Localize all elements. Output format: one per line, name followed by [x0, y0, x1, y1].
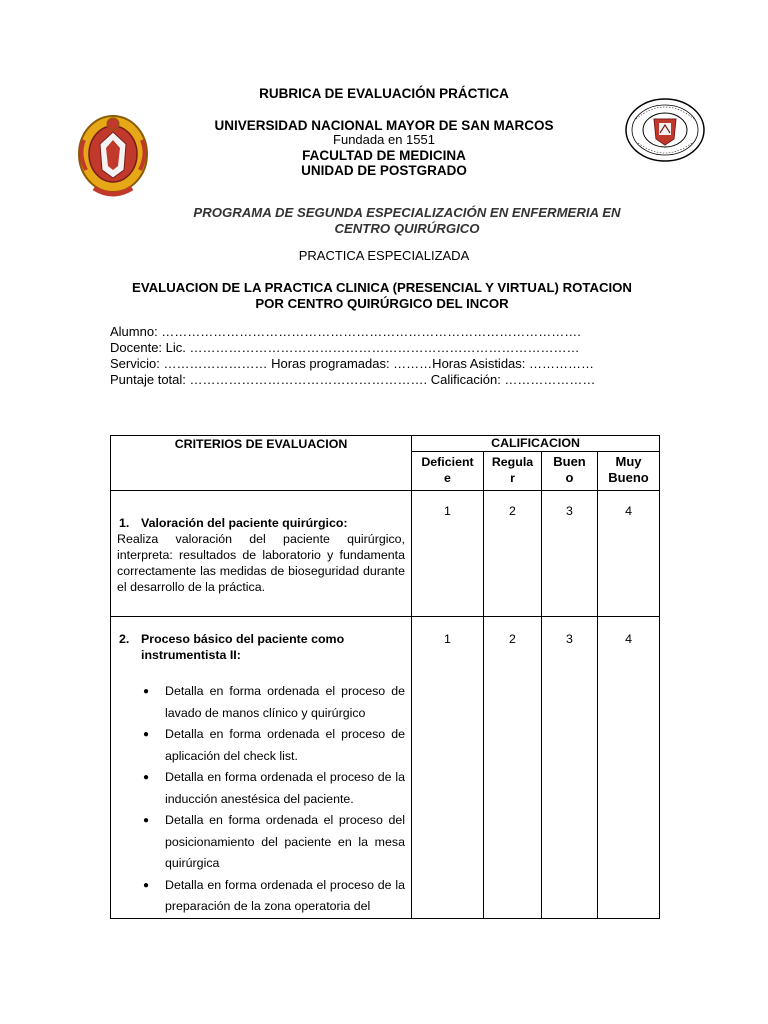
score-cell[interactable]: 4	[598, 491, 660, 617]
criterion-2-cell	[111, 617, 412, 919]
score-cell[interactable]: 1	[412, 491, 484, 617]
level-label-line2: o	[565, 470, 574, 485]
level-label-line2: Bueno	[608, 470, 649, 485]
score-cell[interactable]: 1	[412, 617, 484, 919]
score-cell[interactable]: 2	[484, 617, 542, 919]
list-item	[117, 875, 405, 918]
criterion-title-text: Proceso básico del paciente como instrumentista II:	[141, 632, 345, 662]
criterion-title-text: Valoración del paciente quirúrgico:	[141, 516, 348, 530]
level-label-line2: e	[444, 471, 451, 485]
level-regular	[484, 452, 542, 491]
university-name: UNIVERSIDAD NACIONAL MAYOR DE SAN MARCOS	[214, 118, 554, 133]
bullet-text: Detalla en forma ordenada el proceso de la inducción anestésica del paciente.	[165, 770, 405, 806]
grade-header: CALIFICACION	[412, 436, 660, 452]
evaluation-title	[0, 280, 764, 312]
bullet-icon: ●	[143, 815, 150, 826]
bullet-text: Detalla en forma ordenada el proceso de lavado de manos clínico y quirúrgico	[165, 684, 405, 720]
evaluation-line-2: POR CENTRO QUIRÚRGICO DEL INCOR	[255, 296, 509, 311]
evaluation-line-1: EVALUACION DE LA PRACTICA CLINICA (PRESENCIAL Y VIRTUAL) ROTACION	[132, 280, 632, 295]
rubric-table	[110, 435, 660, 919]
level-deficiente	[412, 452, 484, 491]
criterion-1-cell	[111, 491, 412, 617]
servicio-field[interactable]: Servicio: …………………… Horas programadas: ………Horas Asistidas: ……………	[110, 356, 594, 371]
score-cell[interactable]: 3	[542, 491, 598, 617]
bullet-icon: ●	[143, 686, 150, 697]
level-muy-bueno	[598, 452, 660, 491]
list-item	[117, 681, 405, 724]
faculty-seal-logo	[624, 97, 706, 163]
score-cell[interactable]: 4	[598, 617, 660, 919]
score-cell[interactable]: 2	[484, 491, 542, 617]
bullet-icon: ●	[143, 879, 150, 891]
practice-title: PRACTICA ESPECIALIZADA	[298, 248, 470, 263]
level-label-line2: r	[510, 471, 515, 485]
founded-line: Fundada en 1551	[333, 132, 435, 147]
bullet-text: Detalla en forma ordenada el proceso del posicionamiento del paciente en la mesa quirúrgica	[165, 813, 405, 870]
document-title: RUBRICA DE EVALUACIÓN PRÁCTICA	[259, 86, 509, 101]
score-cell[interactable]: 3	[542, 617, 598, 919]
bullet-icon: ●	[143, 729, 150, 740]
list-item	[117, 724, 405, 767]
table-row	[111, 617, 660, 919]
level-label-line1: Muy	[615, 454, 642, 469]
table-row	[111, 491, 660, 617]
criterion-1-title	[117, 503, 405, 531]
list-item	[117, 767, 405, 810]
level-label-line1: Regula	[491, 455, 534, 469]
criteria-header: CRITERIOS DE EVALUACION	[111, 436, 412, 491]
program-line-2: CENTRO QUIRÚRGICO	[334, 221, 480, 236]
program-line-1: PROGRAMA DE SEGUNDA ESPECIALIZACIÓN EN ENFERMERIA EN	[193, 205, 621, 220]
level-label-line1: Deficient	[421, 455, 474, 469]
criterion-1-description: Realiza valoración del paciente quirúrgico, interpreta: resultados de laboratorio y fundamenta correctamente las medidas de bioseguridad durante el desarrollo de la práctica.	[117, 532, 405, 594]
bullet-text: Detalla en forma ordenada el proceso de la preparación de la zona operatoria del	[165, 877, 405, 913]
program-title	[0, 205, 768, 237]
criterion-number: 1.	[119, 516, 130, 530]
bullet-icon: ●	[143, 772, 150, 783]
alumno-field[interactable]: Alumno: …………………………………………………………………………………….	[110, 324, 581, 339]
bullet-text: Detalla en forma ordenada el proceso de aplicación del check list.	[165, 727, 405, 763]
faculty-name: FACULTAD DE MEDICINA	[302, 148, 466, 163]
criterion-2-bullets	[117, 681, 405, 918]
puntaje-field[interactable]: Puntaje total: ………………………………………………. Calificación: …………………	[110, 372, 596, 387]
criterion-2-title	[117, 631, 405, 663]
unit-name: UNIDAD DE POSTGRADO	[301, 163, 467, 178]
list-item	[117, 810, 405, 875]
criterion-number: 2.	[119, 632, 130, 646]
university-crest-logo	[74, 110, 152, 202]
level-label-line1: Buen	[553, 454, 586, 469]
level-bueno	[542, 452, 598, 491]
docente-field[interactable]: Docente: Lic. ………………………………………………………………………………	[110, 340, 580, 355]
